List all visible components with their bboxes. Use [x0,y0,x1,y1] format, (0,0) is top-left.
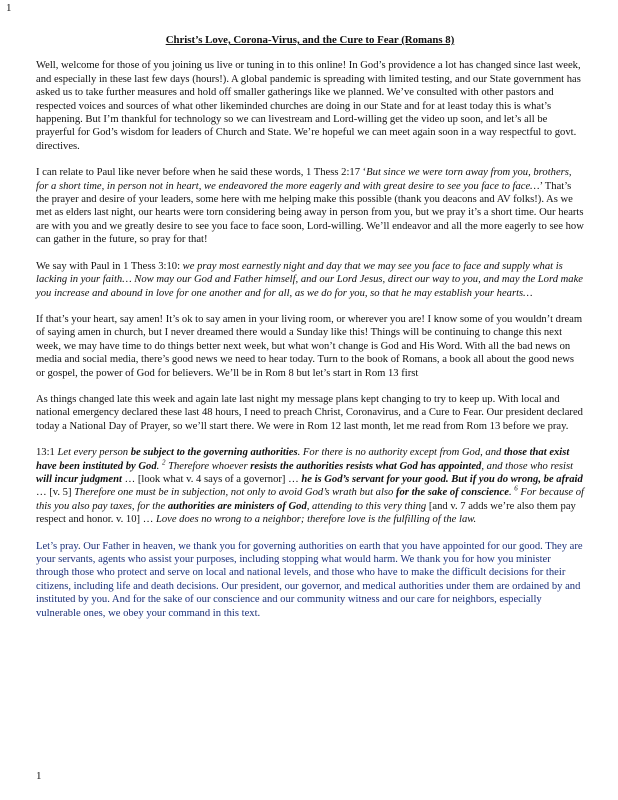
document-body [36,34,584,633]
verse-emphasis: those that exist have been instituted by God [36,447,570,472]
verse-emphasis: resists the authorities resists what God has appointed [250,460,482,472]
amen-paragraph: If that’s your heart, say amen! It’s ok to say amen in your living room, or wherever you are! I know some of you wouldn’t dream of saying amen in church, but I never dreamed there would a Sunday like this! Things will be continuing to change this next week, we may have time to do things better next week, but what won’t change is God and His Word. With all the bad news on media and social media, there’s good news we need to hear today. Turn to the book of Romans, a book all about the good news or gospel, the power of God for believers. We’ll be in Rom 8 but let’s start in Rom 13 first [36,313,583,379]
verse-emphasis: be subject to the governing authorities [130,447,298,459]
verse-text: . [508,487,515,499]
prayer-paragraph: Let’s pray. Our Father in heaven, we thank you for governing authorities on earth that you have appointed for our good. They are your servants, agents who assist your purposes, including stopping what would harm. We thank you for how you minister through those who protect and serve on local and national levels, and those who have to make the difficult decisions for their citizens, including life and death decisions. Our president, our governor, and medical authorities under them are ordained by and instituted by you. And for the sake of our conscience and our community witness and our care for neighbors, especially vulnerable ones, we obey your command in this text. [36,540,583,619]
verse-number: 6 [514,484,518,493]
verse-text: For because of this you also pay taxes, for the [36,487,584,512]
page-number-top: 1 [6,2,12,14]
verse-comment: … [v. 5] [36,487,75,499]
verse-text: Therefore one must be in subjection, not only to avoid God’s wrath but also [74,487,396,499]
thess-intro: I can relate to Paul like never before when he said these words, 1 Thess 2:17 ‘ [36,167,367,179]
scripture-reading [36,446,584,526]
verse-text: Let every person [57,447,131,459]
paul-intro: We say with Paul in 1 Thess 3:10: [36,260,183,272]
verse-comment: … [look what v. 4 says of a governor] … [121,473,302,485]
verse-comment: [and v. 7 adds we’re also them pay respect and honor. v. 10] … [36,500,576,526]
sermon-title: Christ’s Love, Corona-Virus, and the Cure to Fear (Romans 8) [165,34,455,46]
verse-text: . [156,460,162,472]
verse-emphasis: he is God’s servant for your good. But if you do wrong, be afraid [301,473,583,485]
page-number-bottom: 1 [36,770,42,782]
welcome-paragraph: Well, welcome for those of you joining us live or tuning in to this online! In God’s providence a lot has changed since last week, and especially in these last few days (hours!). A global pandemic is spreading with limited testing, and our State government has asked us to take further measures and hold off smaller gatherings like we planned. We’ve consulted with other pastors and respected voices and sources of what other likeminded churches are doing in our State and for at least today this is what’s happening. But I’m thankful for technology so we can livestream and Lord-willing get the video up soon, and let’s all be prayerful for God’s wisdom for leaders of Church and State. We’re hopeful we can meet again soon in a way respectful to govt. directives. [36,60,581,152]
thess-paragraph [36,166,584,246]
verse-number: 2 [161,458,166,467]
verse-text: Therefore whoever [165,460,251,472]
verse-ref: 13:1 [36,447,58,459]
thess-rest: ’ That’s the prayer and desire of your leaders, some here with me helping make this possible (thank you deacons and AV folks!). As we met as elders last night, our hearts were torn considering being away in person from you, but we pray it’s a short time. Our hearts are with you and we greatly desire to see you face to face soon, Lord-willing. We’ll endeavor and all the more eagerly to see how can gather in the future, so pray for that! [36,180,584,246]
verse-emphasis: will incur judgment [36,473,122,485]
verse-text: . For there is no authority except from God, and [297,447,504,459]
verse-emphasis: authorities are ministers of God [167,500,307,512]
context-paragraph: As things changed late this week and again late last night my message plans kept changing to try to keep up. With local and national emergency declared these last 48 hours, I need to preach Christ, Coronavirus, and a Cure to Fear. Our president declared today a National Day of Prayer, so we’ll start there. We were in Rom 12 last month, let me read from Rom 13 before we pray. [36,393,583,432]
verse-emphasis: for the sake of conscience [395,487,509,499]
verse-text: , attending to this very thing [306,500,427,512]
paul-paragraph [36,260,584,300]
paul-quote: we pray most earnestly night and day that we may see you face to face and supply what is lacking in your faith… Now may our God and Father himself, and our Lord Jesus, direct our way to you, and may the Lord make you increase and abound in love for one another and for all, as we do for you, so that he may establish your hearts… [36,260,584,299]
verse-text: , and those who resist [481,460,574,472]
verse-text: Love does no wrong to a neighbor; therefore love is the fulfilling of the law. [155,514,477,526]
thess-quote: But since we were torn away from you, brothers, for a short time, in person not in heart, we endeavored the more eagerly and with great desire to see you face to face… [36,167,572,192]
